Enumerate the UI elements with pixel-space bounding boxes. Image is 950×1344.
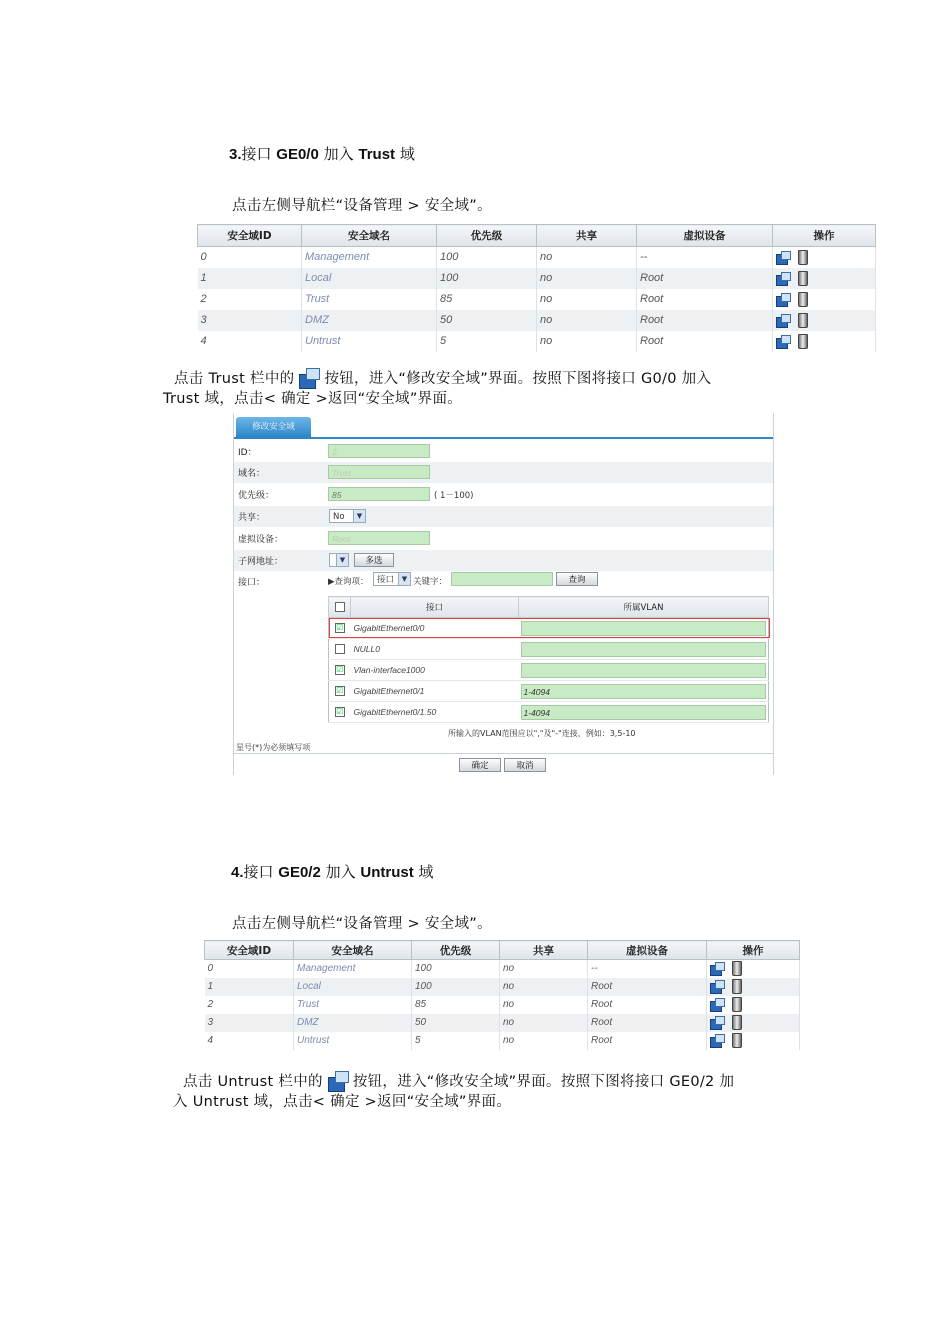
zone-id-cell: 1 (205, 978, 294, 996)
zone-actions-cell (707, 960, 800, 978)
section3-heading: 3.接口 GE0/0 加入 Trust 域 (229, 145, 415, 163)
delete-icon[interactable] (798, 313, 808, 328)
section4-heading: 4.接口 GE0/2 加入 Untrust 域 (231, 863, 434, 881)
edit-icon[interactable] (776, 272, 790, 285)
checkbox-cell (329, 639, 351, 660)
zone-priority-cell: 100 (412, 960, 500, 978)
delete-icon[interactable] (798, 271, 808, 286)
zone-share-cell: no (537, 331, 637, 352)
section3-nav-text: 点击左侧导航栏“设备管理 > 安全域”。 (232, 198, 492, 214)
zone-priority-cell: 100 (412, 978, 500, 996)
zone-id-cell: 2 (198, 289, 302, 310)
table-row (205, 960, 800, 978)
zone-col-header: 虚拟设备 (588, 941, 707, 960)
priority-hint: ( 1－100) (434, 491, 474, 501)
section4-instruction-line2: 入 Untrust 域，点击< 确定 >返回“安全域”界面。 (173, 1094, 512, 1110)
zone-share-cell: no (500, 960, 588, 978)
zone-share-cell: no (537, 289, 637, 310)
zone-actions-cell (773, 310, 876, 331)
zone-actions-cell (773, 247, 876, 268)
zone-priority-cell: 5 (437, 331, 537, 352)
checkbox-cell (329, 618, 351, 639)
query-button[interactable]: 查询 (556, 572, 598, 586)
vdev-field[interactable]: Root (328, 531, 430, 545)
vlan-input[interactable] (521, 642, 767, 657)
checkbox-cell (329, 660, 351, 681)
zone-share-cell: no (500, 996, 588, 1014)
zone-col-header: 操作 (773, 225, 876, 247)
iface-name-cell: GigabitEthernet0/1 (351, 681, 519, 702)
zone-priority-cell: 100 (437, 247, 537, 268)
zone-vdev-cell: Root (637, 331, 773, 352)
table-row (329, 639, 769, 660)
table-row (329, 702, 769, 723)
zone-actions-cell (707, 978, 800, 996)
zone-priority-cell: 100 (437, 268, 537, 289)
id-row (234, 441, 773, 462)
vlan-cell (519, 702, 769, 723)
table-row (198, 268, 876, 289)
zone-col-header: 共享 (537, 225, 637, 247)
edit-icon[interactable] (776, 335, 790, 348)
select-all-cell[interactable] (329, 597, 351, 618)
keyword-label: 关键字： (413, 577, 448, 587)
zone-vdev-cell: Root (588, 996, 707, 1014)
zone-name-cell[interactable]: Local (294, 978, 412, 996)
zone-name-cell[interactable]: Management (294, 960, 412, 978)
zone-name-cell[interactable]: DMZ (302, 310, 437, 331)
section4-instruction: 点击 Untrust 栏中的 按钮，进入“修改安全域”界面。按照下图将接口 GE0/2 加 (183, 1068, 823, 1094)
zone-name-cell[interactable]: Trust (302, 289, 437, 310)
zone-col-header: 安全域名 (294, 941, 412, 960)
ok-button[interactable]: 确定 (459, 758, 501, 772)
zone-vdev-cell: Root (588, 1014, 707, 1032)
row-checkbox[interactable]: ☑ (336, 665, 344, 675)
edit-icon (326, 1068, 350, 1094)
table-row (198, 331, 876, 352)
table-row (205, 1032, 800, 1050)
zone-share-cell: no (537, 268, 637, 289)
zone-vdev-cell: Root (637, 289, 773, 310)
zone-col-header: 安全域名 (302, 225, 437, 247)
zone-vdev-cell: Root (637, 310, 773, 331)
required-hint: 星号(*)为必须填写项 (236, 743, 311, 752)
iface-name-cell: GigabitEthernet0/0 (351, 618, 519, 639)
row-checkbox[interactable]: ☑ (336, 707, 344, 717)
zone-vdev-cell: -- (588, 960, 707, 978)
zone-priority-cell: 5 (412, 1032, 500, 1050)
zone-id-cell: 2 (205, 996, 294, 1014)
table-row (329, 618, 769, 639)
name-field[interactable]: Trust (328, 465, 430, 479)
vlan-cell (519, 618, 769, 639)
edit-icon[interactable] (710, 998, 724, 1011)
checkbox-cell (329, 681, 351, 702)
name-label: 域名： (238, 469, 266, 479)
chevron-down-icon: ▼ (353, 510, 365, 522)
zone-share-cell: no (537, 247, 637, 268)
keyword-input[interactable] (451, 572, 553, 586)
tab-bar (234, 417, 773, 439)
section4-nav-text: 点击左侧导航栏“设备管理 > 安全域”。 (232, 916, 492, 932)
delete-icon[interactable] (732, 997, 742, 1012)
query-label: ▶查询项： (328, 577, 369, 587)
interface-table (328, 596, 769, 723)
table-row (198, 247, 876, 268)
edit-icon (297, 365, 321, 391)
zone-col-header: 优先级 (412, 941, 500, 960)
iface-label: 接口： (238, 578, 266, 588)
vlan-input[interactable]: 1-4094 (521, 684, 767, 699)
zone-priority-cell: 85 (412, 996, 500, 1014)
zone-id-cell: 4 (198, 331, 302, 352)
zone-col-header: 操作 (707, 941, 800, 960)
vlan-cell (519, 681, 769, 702)
zone-col-header: 安全域ID (198, 225, 302, 247)
edit-icon[interactable] (710, 1034, 724, 1047)
vlan-cell (519, 639, 769, 660)
chevron-down-icon: ▼ (336, 554, 348, 566)
vlan-input[interactable] (521, 663, 767, 678)
vlan-col-header: 所属VLAN (519, 597, 769, 618)
vlan-input[interactable]: 1-4094 (521, 705, 767, 720)
subnet-row (234, 550, 773, 571)
iface-name-cell: Vlan-interface1000 (351, 660, 519, 681)
iface-name-cell: NULL0 (351, 639, 519, 660)
zone-actions-cell (707, 1032, 800, 1050)
table-row (329, 660, 769, 681)
zone-actions-cell (707, 996, 800, 1014)
zone-id-cell: 0 (198, 247, 302, 268)
vlan-input[interactable] (521, 621, 767, 636)
delete-icon[interactable] (732, 979, 742, 994)
delete-icon[interactable] (798, 292, 808, 307)
delete-icon[interactable] (798, 334, 808, 349)
zone-share-cell: no (500, 1032, 588, 1050)
share-label: 共享： (238, 513, 266, 523)
edit-icon[interactable] (710, 962, 724, 975)
zone-table-1 (197, 224, 876, 352)
zone-priority-cell: 85 (437, 289, 537, 310)
section3-instruction-line2: Trust 域，点击< 确定 >返回“安全域”界面。 (163, 391, 463, 407)
table-row (205, 978, 800, 996)
vlan-hint: 所输入的VLAN范围应以","及"-"连接，例如：3,5-10 (448, 729, 636, 738)
zone-priority-cell: 50 (412, 1014, 500, 1032)
modify-zone-form (233, 413, 774, 775)
zone-id-cell: 1 (198, 268, 302, 289)
zone-col-header: 虚拟设备 (637, 225, 773, 247)
priority-field[interactable]: 85 (328, 487, 430, 501)
zone-vdev-cell: -- (637, 247, 773, 268)
zone-actions-cell (773, 289, 876, 310)
section3-instruction: 点击 Trust 栏中的 按钮，进入“修改安全域”界面。按照下图将接口 G0/0 加入 (174, 365, 814, 391)
zone-name-cell[interactable]: Trust (294, 996, 412, 1014)
share-select[interactable]: No ▼ (329, 509, 366, 523)
zone-vdev-cell: Root (588, 978, 707, 996)
zone-name-cell[interactable]: Local (302, 268, 437, 289)
table-row (198, 289, 876, 310)
vlan-cell (519, 660, 769, 681)
cancel-button[interactable]: 取消 (504, 758, 546, 772)
query-select[interactable]: 接口 ▼ (373, 572, 411, 586)
zone-name-cell[interactable]: Untrust (302, 331, 437, 352)
multi-select-button[interactable]: 多选 (354, 553, 394, 567)
iface-col-header: 接口 (351, 597, 519, 618)
delete-icon[interactable] (732, 1015, 742, 1030)
select-all-checkbox[interactable] (335, 602, 345, 612)
zone-id-cell: 0 (205, 960, 294, 978)
subnet-select[interactable] (329, 553, 349, 567)
zone-actions-cell (707, 1014, 800, 1032)
zone-id-cell: 4 (205, 1032, 294, 1050)
table-row (329, 681, 769, 702)
zone-col-header: 优先级 (437, 225, 537, 247)
zone-actions-cell (773, 268, 876, 289)
priority-label: 优先级： (238, 491, 275, 501)
row-checkbox[interactable]: ☑ (336, 623, 344, 633)
id-field[interactable]: 2 (328, 444, 430, 458)
name-row (234, 462, 773, 483)
zone-col-header: 安全域ID (205, 941, 294, 960)
table-row (198, 310, 876, 331)
share-row (234, 506, 773, 527)
checkbox-cell (329, 702, 351, 723)
iface-name-cell: GigabitEthernet0/1.50 (351, 702, 519, 723)
delete-icon[interactable] (732, 1033, 742, 1048)
edit-icon[interactable] (710, 980, 724, 993)
priority-row (234, 484, 773, 505)
zone-id-cell: 3 (198, 310, 302, 331)
tab-modify-zone[interactable]: 修改安全域 (236, 417, 311, 437)
zone-priority-cell: 50 (437, 310, 537, 331)
vdev-label: 虚拟设备： (238, 535, 284, 545)
vdev-row (234, 528, 773, 549)
zone-vdev-cell: Root (588, 1032, 707, 1050)
zone-name-cell[interactable]: Management (302, 247, 437, 268)
row-checkbox[interactable]: ☑ (336, 686, 344, 696)
edit-icon[interactable] (776, 293, 790, 306)
table-row (205, 996, 800, 1014)
delete-icon[interactable] (798, 250, 808, 265)
zone-name-cell[interactable]: DMZ (294, 1014, 412, 1032)
zone-actions-cell (773, 331, 876, 352)
id-label: ID： (238, 448, 257, 458)
edit-icon[interactable] (710, 1016, 724, 1029)
delete-icon[interactable] (732, 961, 742, 976)
zone-id-cell: 3 (205, 1014, 294, 1032)
chevron-down-icon: ▼ (398, 573, 410, 585)
zone-share-cell: no (537, 310, 637, 331)
zone-vdev-cell: Root (637, 268, 773, 289)
zone-table-2 (204, 940, 800, 1050)
table-row (205, 1014, 800, 1032)
subnet-label: 子网地址： (238, 557, 284, 567)
zone-share-cell: no (500, 978, 588, 996)
zone-name-cell[interactable]: Untrust (294, 1032, 412, 1050)
edit-icon[interactable] (776, 251, 790, 264)
edit-icon[interactable] (776, 314, 790, 327)
zone-col-header: 共享 (500, 941, 588, 960)
zone-share-cell: no (500, 1014, 588, 1032)
row-checkbox[interactable] (335, 644, 345, 654)
